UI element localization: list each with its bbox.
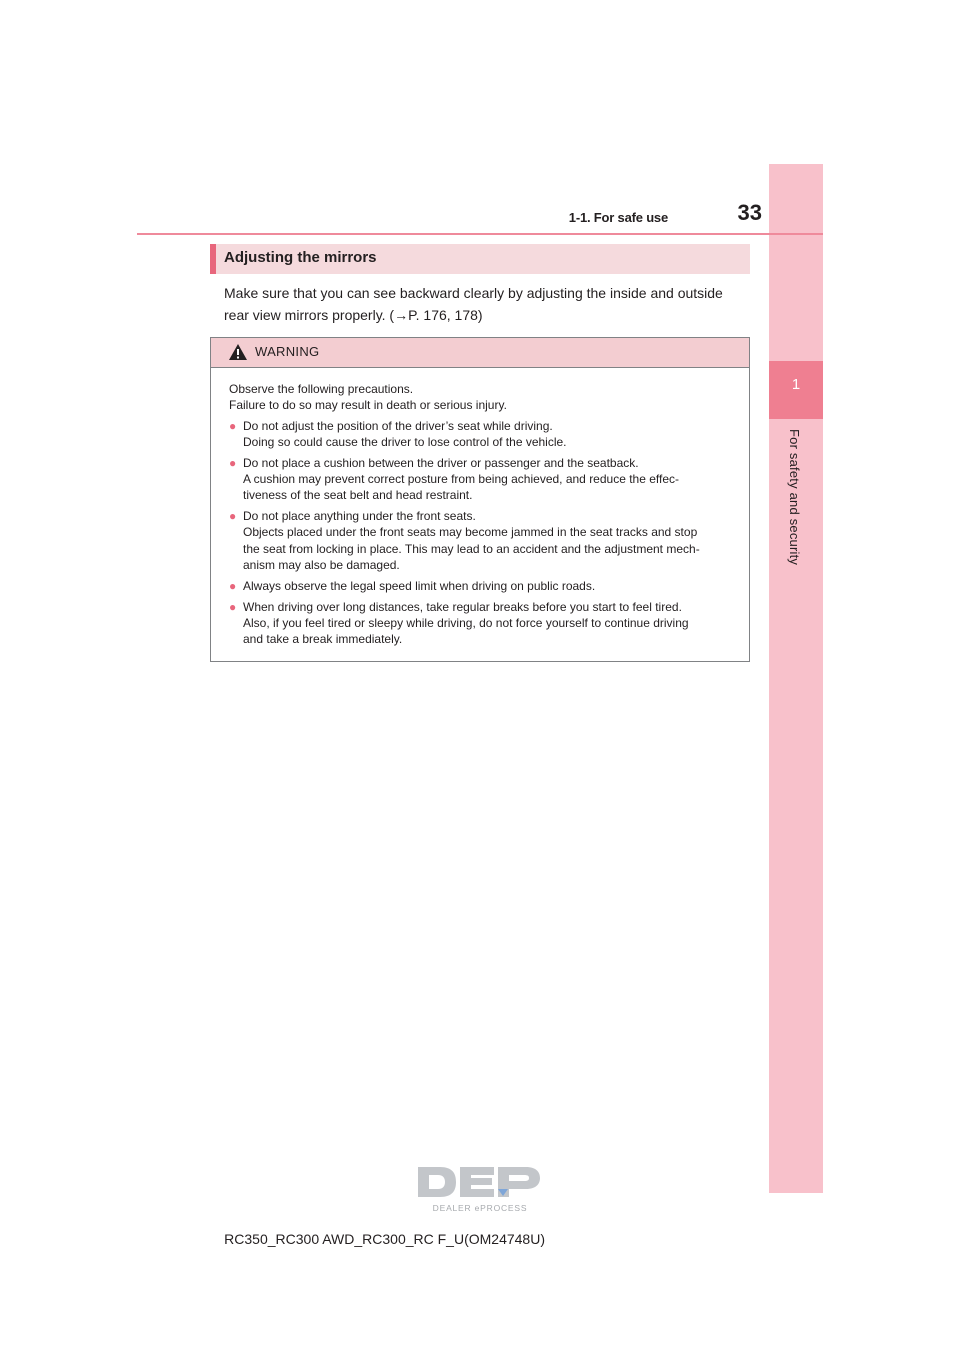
warning-body — [229, 381, 745, 652]
warning-item-line: When driving over long distances, take regular breaks before you start to feel tired. — [243, 599, 682, 614]
warning-intro — [229, 381, 745, 414]
warning-item — [229, 508, 745, 573]
warning-list — [229, 418, 745, 648]
section-heading-bar — [210, 244, 750, 274]
warning-header — [211, 338, 749, 368]
warning-item — [229, 599, 745, 648]
warning-item-line: A cushion may prevent correct posture from being achieved, and reduce the effec- — [243, 471, 680, 486]
bullet-dot-icon: ● — [229, 509, 237, 524]
warning-item-line: Always observe the legal speed limit when driving on public roads. — [243, 578, 596, 593]
intro-line: Make sure that you can see backward clearly by adjusting the inside and outside — [224, 285, 723, 301]
warning-item-line: the seat from locking in place. This may lead to an accident and the adjustment mech- — [243, 541, 700, 556]
warning-item-line: Do not adjust the position of the driver’s seat while driving. — [243, 418, 553, 433]
bullet-dot-icon: ● — [229, 578, 237, 593]
running-header-section: 1-1. For safe use — [568, 210, 668, 225]
chapter-side-tab — [769, 164, 823, 1193]
page-number: 33 — [737, 200, 762, 225]
section-intro — [224, 282, 750, 326]
bullet-dot-icon: ● — [229, 455, 237, 470]
warning-title: WARNING — [255, 344, 320, 359]
warning-item — [229, 455, 745, 504]
intro-line: rear view mirrors properly. (→P. 176, 178) — [224, 307, 483, 323]
bullet-dot-icon: ● — [229, 599, 237, 614]
section-title: Adjusting the mirrors — [224, 249, 377, 266]
warning-item-line: Doing so could cause the driver to lose control of the vehicle. — [243, 434, 567, 449]
document-code: RC350_RC300 AWD_RC300_RC F_U(OM24748U) — [224, 1231, 545, 1247]
warning-intro-line: Failure to do so may result in death or serious injury. — [229, 398, 507, 413]
warning-item-line: Do not place a cushion between the driver or passenger and the seatback. — [243, 455, 639, 470]
warning-item — [229, 578, 745, 594]
warning-item — [229, 418, 745, 451]
dealer-eprocess-logo — [414, 1163, 546, 1215]
header-rule — [137, 233, 823, 235]
warning-item-line: anism may also be damaged. — [243, 557, 400, 572]
warning-item-line: tiveness of the seat belt and head restraint. — [243, 488, 473, 503]
chapter-number: 1 — [791, 376, 801, 393]
warning-item-line: Also, if you feel tired or sleepy while driving, do not force yourself to continue driving — [243, 615, 689, 630]
warning-triangle-icon — [228, 343, 248, 361]
warning-item-line: and take a break immediately. — [243, 632, 403, 647]
logo-text: DEALER ePROCESS — [432, 1203, 528, 1213]
warning-item-line: Objects placed under the front seats may become jammed in the seat tracks and stop — [243, 525, 698, 540]
bullet-dot-icon: ● — [229, 418, 237, 433]
chapter-title: For safety and security — [787, 429, 802, 566]
warning-intro-line: Observe the following precautions. — [229, 382, 414, 396]
warning-box — [210, 337, 750, 662]
warning-item-line: Do not place anything under the front seats. — [243, 509, 476, 524]
